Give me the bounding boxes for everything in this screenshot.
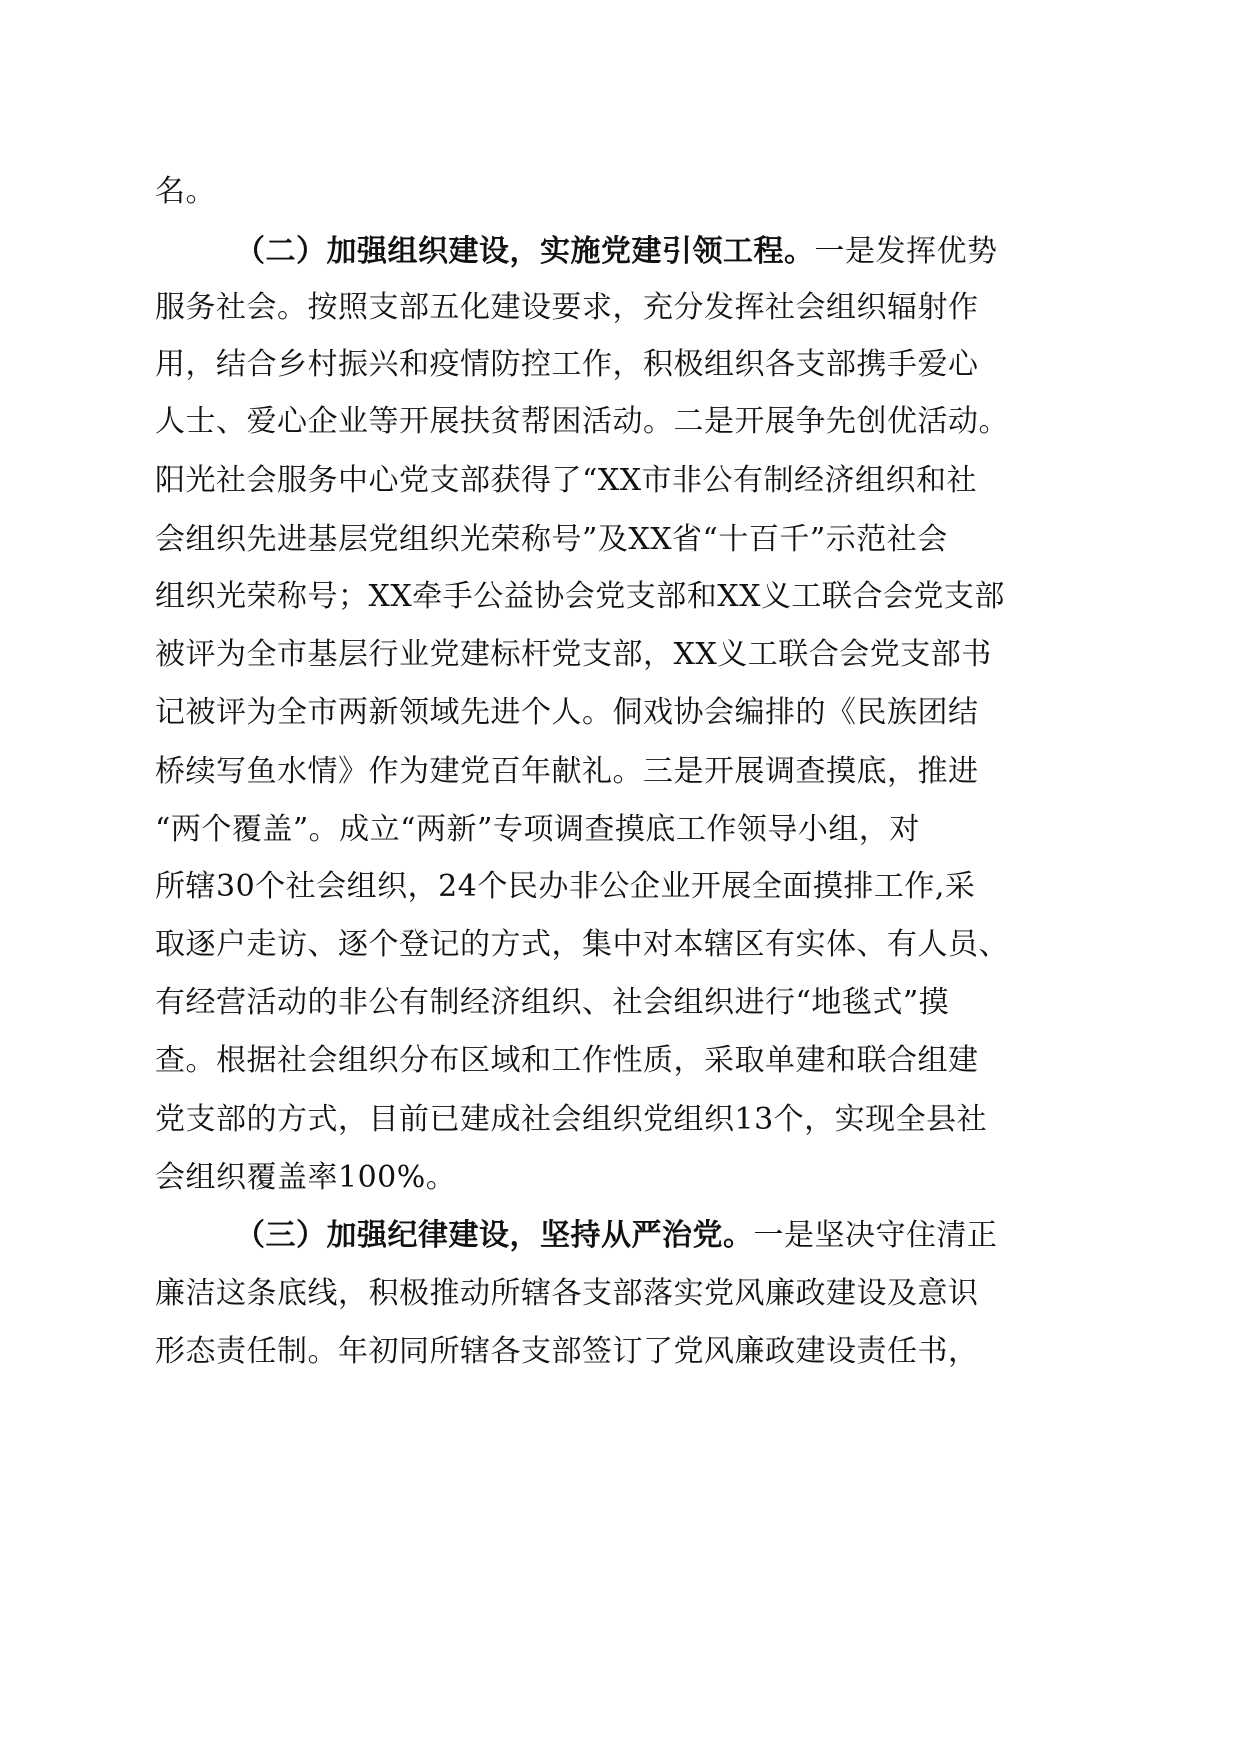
section-3-first-line	[235, 1206, 1195, 1266]
paragraph-line: 形态责任制。年初同所辖各支部签订了党风廉政建设责任书，	[155, 1334, 979, 1369]
section-2-heading: （二）加强组织建设，实施党建引领工程。	[235, 234, 815, 269]
paragraph-line: 用，结合乡村振兴和疫情防控工作，积极组织各支部携手爱心	[155, 347, 979, 382]
paragraph-line: 有经营活动的非公有制经济组织、社会组织进行“地毯式”摸	[155, 985, 950, 1020]
paragraph-line: “两个覆盖”。成立“两新”专项调查摸底工作领导小组，对	[155, 812, 920, 847]
paragraph-line: 党支部的方式，目前已建成社会组织党组织13个，实现全县社	[155, 1102, 988, 1137]
paragraph-line: 人士、爱心企业等开展扶贫帮困活动。二是开展争先创优活动。	[155, 404, 1009, 439]
paragraph-line: 会组织先进基层党组织光荣称号”及XX省“十百千”示范社会	[155, 522, 948, 557]
paragraph-line: 桥续写鱼水情》作为建党百年献礼。三是开展调查摸底，推进	[155, 754, 979, 789]
paragraph-line: 会组织覆盖率100%。	[155, 1160, 457, 1195]
paragraph-line: 记被评为全市两新领域先进个人。侗戏协会编排的《民族团结	[155, 695, 979, 730]
section-2-first-line	[235, 222, 1195, 282]
paragraph-line: 名。	[155, 174, 216, 209]
paragraph-line: 被评为全市基层行业党建标杆党支部，XX义工联合会党支部书	[155, 637, 992, 672]
paragraph-line: 服务社会。按照支部五化建设要求，充分发挥社会组织辐射作	[155, 290, 979, 325]
paragraph-line: 组织光荣称号；XX牵手公益协会党支部和XX义工联合会党支部	[155, 579, 1005, 614]
section-3-lead-text: 一是坚决守住清正	[753, 1218, 998, 1253]
paragraph-line: 廉洁这条底线，积极推动所辖各支部落实党风廉政建设及意识	[155, 1276, 979, 1311]
section-3-heading: （三）加强纪律建设，坚持从严治党。	[235, 1218, 754, 1253]
paragraph-line: 查。根据社会组织分布区域和工作性质，采取单建和联合组建	[155, 1043, 979, 1078]
paragraph-line: 所辖30个社会组织，24个民办非公企业开展全面摸排工作,采	[155, 869, 976, 904]
section-2-lead-text: 一是发挥优势	[814, 234, 998, 269]
paragraph-line: 阳光社会服务中心党支部获得了“XX市非公有制经济组织和社	[155, 463, 978, 498]
paragraph-line: 取逐户走访、逐个登记的方式，集中对本辖区有实体、有人员、	[155, 927, 1009, 962]
